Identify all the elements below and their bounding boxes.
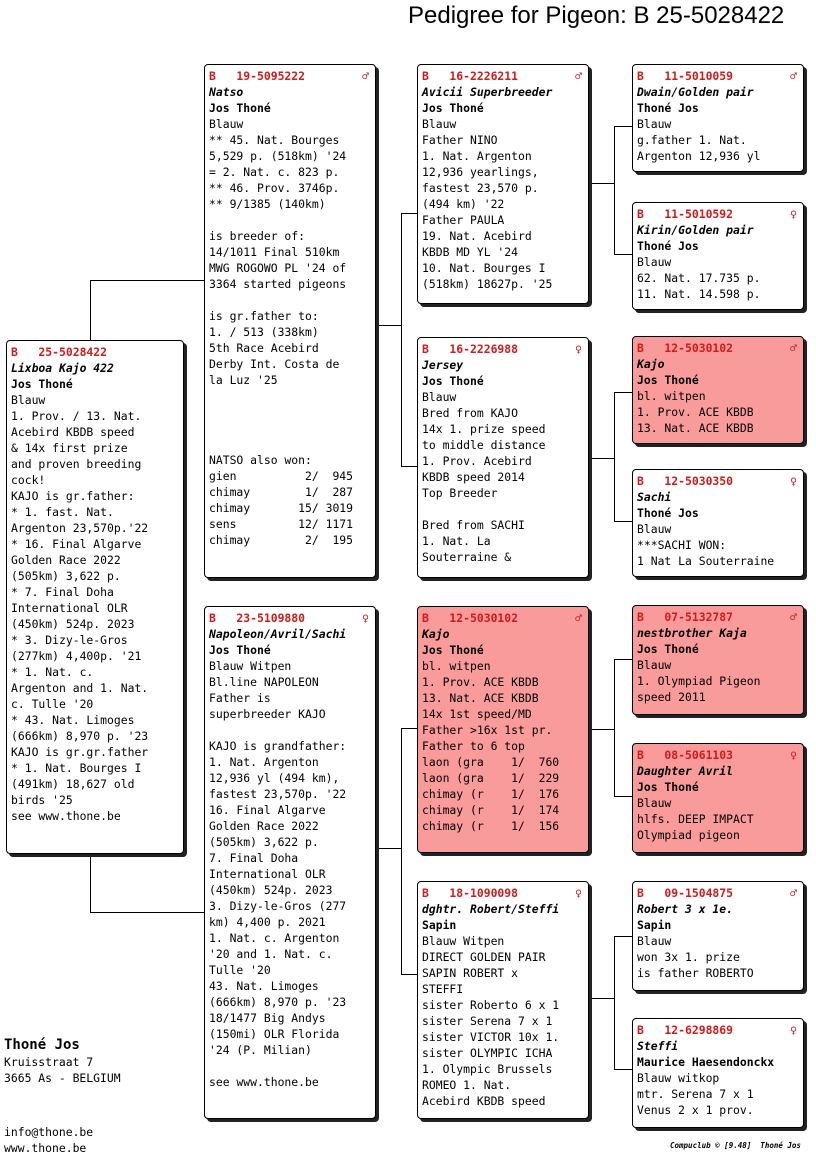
pigeon-detail-line: Venus 2 x 1 prov. [637, 1103, 754, 1117]
pigeon-detail-line: Blauw [422, 117, 457, 131]
ring-number [209, 68, 371, 84]
pigeon-detail-line: * 1. Nat. c. [11, 665, 94, 679]
pigeon-detail-line: laon (gra 1/ 760 [422, 755, 560, 769]
pigeon-detail-line: cock! [11, 473, 46, 487]
pigeon-detail-line: MWG ROGOWO PL '24 of [209, 261, 347, 275]
pigeon-detail-line [209, 212, 371, 228]
pigeon-detail-line: 12,936 yearlings, [422, 165, 539, 179]
ring-number-text: B 25-5028422 [11, 345, 108, 359]
pigeon-breeder: Jos Thoné [209, 101, 271, 115]
pigeon-detail-line: sens 12/ 1171 [209, 517, 354, 531]
pigeon-detail-line: Argenton and 1. Nat. [11, 681, 149, 695]
breeder-email-link[interactable]: info@thone.be [4, 1125, 94, 1139]
ring-number [422, 341, 584, 357]
pigeon-card-sire-dam-dam[interactable] [632, 469, 804, 577]
pigeon-breeder: Sapin [637, 918, 672, 932]
pigeon-detail-line: DIRECT GOLDEN PAIR [422, 950, 546, 964]
pigeon-name: Robert 3 x 1e. [637, 902, 734, 916]
pigeon-detail-line: ** 45. Nat. Bourges [209, 133, 340, 147]
connector-line [614, 126, 633, 127]
ring-number-text: B 11-5010059 [637, 69, 734, 83]
ring-number-text: B 19-5095222 [209, 69, 306, 83]
pigeon-detail-line: speed 2011 [637, 690, 706, 704]
pigeon-detail-line: chimay 1/ 287 [209, 485, 354, 499]
pigeon-detail-line: see www.thone.be [11, 809, 121, 823]
pigeon-detail-line: chimay (r 1/ 174 [422, 803, 560, 817]
page-title: Pedigree for Pigeon: B 25-5028422 [408, 2, 785, 29]
pigeon-detail-line: 18/1477 Big Andys [209, 1011, 326, 1025]
pigeon-detail-line [209, 292, 371, 308]
pigeon-detail-line: '20 and 1. Nat. c. [209, 947, 333, 961]
pigeon-detail-line: Argenton 12,936 yl [637, 149, 761, 163]
pigeon-detail-line: Father NINO [422, 133, 498, 147]
pigeon-detail-line: (666km) 8,970 p. '23 [11, 729, 149, 743]
pigeon-detail-line: is gr.father to: [209, 309, 319, 323]
male-icon: ♂ [790, 69, 797, 83]
ring-number-text: B 11-5010592 [637, 207, 734, 221]
pigeon-breeder: Thoné Jos [637, 239, 699, 253]
pigeon-detail-line: Top Breeder [422, 486, 498, 500]
connector-line [614, 392, 633, 393]
ring-number-text: B 23-5109880 [209, 611, 306, 625]
pigeon-detail-line: sister VICTOR 10x 1. [422, 1030, 560, 1044]
pigeon-detail-line: Blauw [422, 390, 457, 404]
connector-line [590, 729, 615, 730]
connector-line [376, 325, 402, 326]
pigeon-detail-line: Golden Race 2022 [209, 819, 319, 833]
pigeon-detail-line: hlfs. DEEP IMPACT [637, 812, 754, 826]
pigeon-name: Lixboa Kajo 422 [11, 361, 114, 375]
pigeon-detail-line: Blauw [209, 117, 244, 131]
pigeon-detail-line: '24 (P. Milian) [209, 1043, 312, 1057]
pigeon-detail-line: 14x 1st speed/MD [422, 707, 532, 721]
connector-line [590, 458, 615, 459]
pigeon-detail-line: 62. Nat. 17.735 p. [637, 271, 761, 285]
connector-line [90, 912, 205, 913]
ring-number [637, 609, 799, 625]
pigeon-detail-line: 1 Nat La Souterraine [637, 554, 775, 568]
pigeon-detail-line: Tulle '20 [209, 963, 271, 977]
pigeon-detail-line: sister Roberto 6 x 1 [422, 998, 560, 1012]
pigeon-detail-line: 13. Nat. ACE KBDB [637, 421, 754, 435]
pigeon-detail-line: (666km) 8,970 p. '23 [209, 995, 347, 1009]
pigeon-detail-line: * 7. Final Doha [11, 585, 114, 599]
pigeon-name: dghtr. Robert/Steffi [422, 902, 560, 916]
pigeon-detail-line: g.father 1. Nat. [637, 133, 747, 147]
pigeon-detail-line: 1. Prov. Acebird [422, 454, 532, 468]
pigeon-name: Daughter Avril [637, 764, 734, 778]
pigeon-card-dam-dam-dam[interactable] [632, 1018, 804, 1128]
ring-number [209, 610, 371, 626]
pigeon-detail-line [209, 420, 371, 436]
pigeon-detail-line: * 16. Final Algarve [11, 537, 142, 551]
pigeon-detail-line: 5th Race Acebird [209, 341, 319, 355]
pigeon-card-subject[interactable] [6, 340, 184, 854]
pigeon-breeder: Jos Thoné [11, 377, 73, 391]
pigeon-detail-line: bl. witpen [422, 659, 491, 673]
female-icon: ♀ [790, 474, 797, 488]
pigeon-detail-line: (450km) 524p. 2023 [11, 617, 135, 631]
pigeon-detail-line: Blauw [637, 255, 672, 269]
pigeon-detail-line: 13. Nat. ACE KBDB [422, 691, 539, 705]
pigeon-detail-line: 1. Prov. ACE KBDB [422, 675, 539, 689]
pigeon-breeder: Jos Thoné [209, 643, 271, 657]
ring-number [11, 344, 179, 360]
pigeon-detail-line: 1. / 513 (338km) [209, 325, 319, 339]
pigeon-detail-line: 3. Dizy-le-Gros (277 [209, 899, 347, 913]
pigeon-detail-line: ** 9/1385 (140km) [209, 197, 326, 211]
pigeon-card-dam-sire-sire[interactable] [632, 605, 804, 715]
ring-number-text: B 07-5132787 [637, 610, 734, 624]
pigeon-detail-line: SAPIN ROBERT x [422, 966, 519, 980]
pigeon-breeder: Jos Thoné [637, 642, 699, 656]
pigeon-detail-line: Blauw witkop [637, 1071, 720, 1085]
pigeon-detail-line: 1. Olympiad Pigeon [637, 674, 761, 688]
pigeon-detail-line [422, 501, 584, 517]
pigeon-detail-line: (491km) 18,627 old [11, 777, 135, 791]
pigeon-detail-line: KAJO is grandfather: [209, 739, 347, 753]
ring-number-text: B 16-2226211 [422, 69, 519, 83]
breeder-website-link[interactable]: www.thone.be [4, 1141, 87, 1155]
pigeon-name: nestbrother Kaja [637, 626, 747, 640]
connector-line [401, 728, 402, 975]
female-icon: ♀ [362, 611, 369, 625]
pigeon-detail-line: Acebird KBDB speed [11, 425, 135, 439]
pigeon-detail-line: Father PAULA [422, 213, 505, 227]
connector-line [90, 852, 91, 913]
pigeon-breeder: Jos Thoné [637, 780, 699, 794]
ring-number-text: B 09-1504875 [637, 886, 734, 900]
ring-number [637, 473, 799, 489]
pigeon-detail-line: is breeder of: [209, 229, 306, 243]
pigeon-detail-line: Olympiad pigeon [637, 828, 740, 842]
pigeon-detail-line: KAJO is gr.gr.father [11, 745, 149, 759]
ring-number [422, 885, 584, 901]
connector-line [614, 936, 633, 937]
ring-number [637, 1022, 799, 1038]
breeder-name: Thoné Jos [4, 1037, 80, 1053]
pigeon-detail-line: 43. Nat. Limoges [209, 979, 319, 993]
pigeon-detail-line: Blauw Witpen [209, 659, 292, 673]
pigeon-detail-line: 1. Olympic Brussels [422, 1062, 553, 1076]
pigeon-name: Napoleon/Avril/Sachi [209, 627, 347, 641]
pigeon-card-dam-dam[interactable] [417, 881, 589, 1119]
connector-line [614, 796, 633, 797]
pigeon-card-dam-dam-sire[interactable] [632, 881, 804, 991]
ring-number [422, 610, 584, 626]
pigeon-detail-line: (150mi) OLR Florida [209, 1027, 340, 1041]
pigeon-detail-line: 1. Prov. ACE KBDB [637, 405, 754, 419]
pigeon-detail-line: la Luz '25 [209, 373, 278, 387]
connector-line [614, 936, 615, 1070]
pigeon-card-sire-sire-dam[interactable] [632, 202, 804, 310]
pigeon-detail-line: STEFFI [422, 982, 464, 996]
pigeon-detail-line: & 14x first prize [11, 441, 128, 455]
breeder-city: 3665 As - BELGIUM [4, 1071, 121, 1085]
pigeon-card-sire-dam[interactable] [417, 337, 589, 578]
pigeon-detail-line: ** 46. Prov. 3746p. [209, 181, 340, 195]
pigeon-detail-line: (450km) 524p. 2023 [209, 883, 333, 897]
pigeon-detail-line: superbreeder KAJO [209, 707, 326, 721]
pigeon-card-sire-sire[interactable] [417, 64, 589, 304]
connector-line [614, 659, 615, 797]
pigeon-detail-line: 10. Nat. Bourges I [422, 261, 546, 275]
pigeon-breeder: Thoné Jos [637, 506, 699, 520]
pigeon-detail-line: Blauw [637, 796, 672, 810]
pigeon-name: Sachi [637, 490, 672, 504]
male-icon: ♂ [790, 610, 797, 624]
pigeon-detail-line: * 43. Nat. Limoges [11, 713, 135, 727]
ring-number-text: B 08-5061103 [637, 748, 734, 762]
pigeon-detail-line: KAJO is gr.father: [11, 489, 135, 503]
pigeon-detail-line: (494 km) '22 [422, 197, 505, 211]
pigeon-detail-line: 1. Nat. Argenton [422, 149, 532, 163]
pigeon-detail-line: chimay (r 1/ 156 [422, 819, 560, 833]
pigeon-detail-line: = 2. Nat. c. 823 p. [209, 165, 340, 179]
pigeon-detail-line: 12,936 yl (494 km), [209, 771, 340, 785]
pigeon-detail-line: Father is [209, 691, 271, 705]
ring-number [422, 68, 584, 84]
pigeon-detail-line: mtr. Serena 7 x 1 [637, 1087, 754, 1101]
pigeon-detail-line: (518km) 18627p. '25 [422, 277, 553, 291]
pigeon-breeder: Jos Thoné [422, 374, 484, 388]
breeder-street: Kruisstraat 7 [4, 1055, 94, 1069]
pigeon-detail-line: (505km) 3,622 p. [209, 835, 319, 849]
pigeon-name: Dwain/Golden pair [637, 85, 754, 99]
pigeon-detail-line: KBDB MD YL '24 [422, 245, 519, 259]
female-icon: ♀ [790, 1023, 797, 1037]
ring-number [637, 340, 799, 356]
connector-line [376, 848, 402, 849]
pigeon-breeder: Sapin [422, 918, 457, 932]
connector-line [614, 521, 633, 522]
ring-number [637, 206, 799, 222]
ring-number [637, 747, 799, 763]
connector-line [590, 998, 615, 999]
pigeon-card-sire-dam-sire[interactable] [632, 336, 804, 444]
pigeon-card-sire[interactable] [204, 64, 376, 578]
pigeon-detail-line [209, 722, 371, 738]
connector-line [90, 280, 91, 342]
pigeon-detail-line: and proven breeding [11, 457, 142, 471]
pigeon-name: Kajo [637, 357, 665, 371]
pigeon-detail-line: chimay 2/ 195 [209, 533, 354, 547]
pigeon-detail-line: Father >16x 1st pr. [422, 723, 553, 737]
pigeon-detail-line: * 3. Dizy-le-Gros [11, 633, 128, 647]
female-icon: ♀ [575, 886, 582, 900]
pigeon-detail-line [209, 388, 371, 404]
pigeon-detail-line: birds '25 [11, 793, 73, 807]
pigeon-detail-line: Blauw [637, 934, 672, 948]
footer-credit: Compuclub © [9.48] Thoné Jos [670, 1141, 801, 1150]
pigeon-breeder: Maurice Haesendonckx [637, 1055, 775, 1069]
pigeon-detail-line: 7. Final Doha [209, 851, 299, 865]
pigeon-detail-line: International OLR [11, 601, 128, 615]
pigeon-detail-line [209, 436, 371, 452]
pigeon-detail-line: 1. Nat. c. Argenton [209, 931, 340, 945]
pigeon-detail-line: chimay 15/ 3019 [209, 501, 354, 515]
pigeon-detail-line: 11. Nat. 14.598 p. [637, 287, 761, 301]
pigeon-detail-line: 19. Nat. Acebird [422, 229, 532, 243]
pigeon-detail-line: laon (gra 1/ 229 [422, 771, 560, 785]
ring-number-text: B 12-5030102 [637, 341, 734, 355]
pigeon-detail-line: 14x 1. prize speed [422, 422, 546, 436]
pigeon-detail-line: is father ROBERTO [637, 966, 754, 980]
pigeon-breeder: Jos Thoné [422, 101, 484, 115]
pigeon-detail-line: bl. witpen [637, 389, 706, 403]
pigeon-breeder: Thoné Jos [637, 101, 699, 115]
pigeon-detail-line: Blauw Witpen [422, 934, 505, 948]
pigeon-detail-line: Blauw [637, 117, 672, 131]
pigeon-detail-line: Bred from SACHI [422, 518, 525, 532]
male-icon: ♂ [575, 611, 582, 625]
pigeon-detail-line: (277km) 4,400p. '21 [11, 649, 142, 663]
pigeon-detail-line: ***SACHI WON: [637, 538, 727, 552]
male-icon: ♂ [790, 341, 797, 355]
pigeon-detail-line: 3364 started pigeons [209, 277, 347, 291]
ring-number-text: B 12-5030102 [422, 611, 519, 625]
pigeon-detail-line: Bred from KAJO [422, 406, 519, 420]
pigeon-detail-line: 1. Prov. / 13. Nat. [11, 409, 142, 423]
pigeon-detail-line: Acebird KBDB speed [422, 1094, 546, 1108]
male-icon: ♂ [362, 69, 369, 83]
connector-line [614, 1069, 633, 1070]
pigeon-detail-line: gien 2/ 945 [209, 469, 354, 483]
ring-number-text: B 16-2226988 [422, 342, 519, 356]
pigeon-detail-line: won 3x 1. prize [637, 950, 740, 964]
pigeon-card-dam-sire[interactable] [417, 606, 589, 853]
pigeon-detail-line: c. Tulle '20 [11, 697, 94, 711]
pigeon-detail-line: 1. Nat. La [422, 534, 491, 548]
pigeon-detail-line: KBDB speed 2014 [422, 470, 525, 484]
pigeon-breeder: Jos Thoné [422, 643, 484, 657]
pigeon-detail-line [209, 1058, 371, 1074]
pigeon-detail-line: Derby Int. Costa de [209, 357, 340, 371]
breeder-address [4, 1036, 121, 1086]
pigeon-detail-line: 14/1011 Final 510km [209, 245, 340, 259]
male-icon: ♂ [575, 69, 582, 83]
female-icon: ♀ [575, 342, 582, 356]
female-icon: ♀ [790, 748, 797, 762]
ring-number-text: B 18-1090098 [422, 886, 519, 900]
pigeon-detail-line: 16. Final Algarve [209, 803, 326, 817]
pigeon-name: Natso [209, 85, 244, 99]
pigeon-name: Kajo [422, 627, 450, 641]
pigeon-detail-line: 1. Nat. Argenton [209, 755, 319, 769]
pigeon-card-dam-sire-dam[interactable] [632, 743, 804, 853]
pigeon-detail-line: fastest 23,570 p. [422, 181, 539, 195]
pigeon-detail-line: 5,529 p. (518km) '24 [209, 149, 347, 163]
pigeon-card-sire-sire-sire[interactable] [632, 64, 804, 172]
breeder-contact [4, 1124, 93, 1156]
pigeon-detail-line: Golden Race 2022 [11, 553, 121, 567]
pigeon-detail-line: ROMEO 1. Nat. [422, 1078, 512, 1092]
pigeon-detail-line: sister Serena 7 x 1 [422, 1014, 553, 1028]
pigeon-detail-line: Bl.line NAPOLEON [209, 675, 319, 689]
female-icon: ♀ [790, 207, 797, 221]
pigeon-detail-line: * 1. fast. Nat. [11, 505, 114, 519]
pigeon-detail-line: Blauw [637, 522, 672, 536]
connector-line [614, 254, 633, 255]
connector-line [590, 183, 615, 184]
connector-line [614, 659, 633, 660]
pigeon-detail-line: see www.thone.be [209, 1075, 319, 1089]
pigeon-detail-line: * 1. Nat. Bourges I [11, 761, 142, 775]
pigeon-detail-line [209, 404, 371, 420]
pigeon-name: Steffi [637, 1039, 679, 1053]
pigeon-breeder: Jos Thoné [637, 373, 699, 387]
pigeon-detail-line: Father to 6 top [422, 739, 525, 753]
pigeon-name: Kirin/Golden pair [637, 223, 754, 237]
pigeon-detail-line: Blauw [11, 393, 46, 407]
pigeon-detail-line: (505km) 3,622 p. [11, 569, 121, 583]
ring-number-text: B 12-5030350 [637, 474, 734, 488]
pigeon-detail-line: to middle distance [422, 438, 546, 452]
pigeon-detail-line: NATSO also won: [209, 453, 312, 467]
pigeon-detail-line: Souterraine & [422, 550, 512, 564]
male-icon: ♂ [790, 886, 797, 900]
pigeon-detail-line: sister OLYMPIC ICHA [422, 1046, 553, 1060]
pigeon-name: Avicii Superbreeder [422, 85, 553, 99]
pigeon-detail-line: km) 4,400 p. 2021 [209, 915, 326, 929]
pigeon-detail-line: Blauw [637, 658, 672, 672]
connector-line [401, 213, 402, 467]
pigeon-card-dam[interactable] [204, 606, 376, 1119]
ring-number [637, 68, 799, 84]
pigeon-name: Jersey [422, 358, 464, 372]
pigeon-detail-line: fastest 23,570p. '22 [209, 787, 347, 801]
ring-number [637, 885, 799, 901]
connector-line [614, 126, 615, 255]
pigeon-detail-line: Argenton 23,570p.'22 [11, 521, 149, 535]
connector-line [614, 392, 615, 522]
pigeon-detail-line: chimay (r 1/ 176 [422, 787, 560, 801]
pigeon-detail-line: International OLR [209, 867, 326, 881]
connector-line [90, 280, 205, 281]
ring-number-text: B 12-6298869 [637, 1023, 734, 1037]
